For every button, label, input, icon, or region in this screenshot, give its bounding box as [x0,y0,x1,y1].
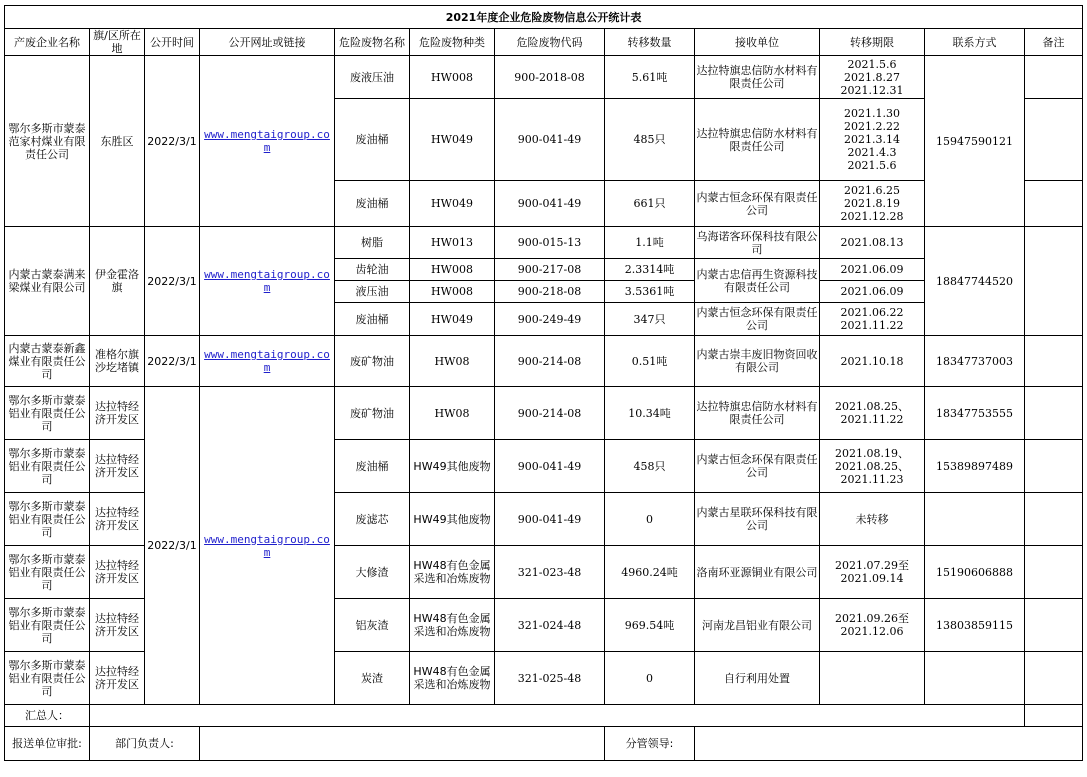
header-url: 公开网址或链接 [200,29,335,56]
waste-name: 树脂 [335,227,410,259]
header-waste-code: 危险废物代码 [495,29,605,56]
receiver: 乌海诺客环保科技有限公司 [695,227,820,259]
contact: 15389897489 [925,440,1025,493]
publish-date: 2022/3/1 [145,387,200,705]
waste-type: HW48有色金属采选和冶炼废物 [410,599,495,652]
remark [1025,652,1083,705]
period-line: 2021.09.14 [840,572,904,585]
contact: 15190606888 [925,546,1025,599]
waste-type: HW008 [410,259,495,281]
company-location: 达拉特经济开发区 [90,599,145,652]
period-line: 2021.11.22 [840,319,904,332]
table-row [5,227,1083,259]
waste-type: HW08 [410,336,495,387]
period-line: 2021.11.22 [840,413,904,426]
publish-date: 2022/3/1 [145,227,200,336]
company-location: 东胜区 [90,56,145,227]
dept-head-value [200,727,605,761]
receiver: 内蒙古忠信再生资源科技有限责任公司 [695,259,820,303]
receiver: 达拉特旗忠信防水材料有限责任公司 [695,56,820,99]
company-name: 鄂尔多斯市蒙泰铝业有限责任公司 [5,546,90,599]
table-row [5,56,1083,99]
period-line: 2021.5.6 [847,57,897,71]
waste-type: HW049 [410,303,495,336]
remark [1025,56,1083,99]
waste-code: 900-2018-08 [495,56,605,99]
waste-code: 900-249-49 [495,303,605,336]
quantity: 0.51吨 [605,336,695,387]
waste-name: 废油桶 [335,303,410,336]
receiver: 内蒙古崇丰废旧物资回收有限公司 [695,336,820,387]
waste-code: 900-015-13 [495,227,605,259]
quantity: 0 [605,493,695,546]
company-name: 内蒙古蒙泰满来梁煤业有限公司 [5,227,90,336]
period-line: 2021.6.25 [844,184,900,197]
waste-name: 废矿物油 [335,387,410,440]
summary-label: 汇总人： [5,705,90,727]
quantity: 347只 [605,303,695,336]
period-line: 2021.12.31 [840,83,904,97]
company-name: 鄂尔多斯市蒙泰铝业有限责任公司 [5,493,90,546]
receiver: 内蒙古恒念环保有限责任公司 [695,303,820,336]
waste-code: 900-214-08 [495,387,605,440]
waste-code: 900-217-08 [495,259,605,281]
receiver: 内蒙古星联环保科技有限公司 [695,493,820,546]
publish-date: 2022/3/1 [145,56,200,227]
waste-name: 废油桶 [335,440,410,493]
period [820,546,925,599]
waste-code: 321-023-48 [495,546,605,599]
remark [1025,227,1083,336]
period-line: 2021.11.23 [840,472,904,486]
waste-code: 900-041-49 [495,440,605,493]
period-line: 2021.08.25、 [835,400,909,413]
quantity: 10.34吨 [605,387,695,440]
company-name: 鄂尔多斯市蒙泰铝业有限责任公司 [5,599,90,652]
quantity: 1.1吨 [605,227,695,259]
contact: 18847744520 [925,227,1025,336]
period-line: 2021.12.28 [840,210,904,223]
waste-name: 铝灰渣 [335,599,410,652]
quantity: 661只 [605,181,695,227]
waste-type: HW49其他废物 [410,493,495,546]
waste-code: 900-041-49 [495,493,605,546]
waste-code: 321-025-48 [495,652,605,705]
header-quantity: 转移数量 [605,29,695,56]
quantity: 0 [605,652,695,705]
waste-name: 废油桶 [335,99,410,181]
period-line: 2021.8.27 [844,70,900,84]
period-line: 2021.4.3 [847,146,897,159]
company-location: 达拉特经济开发区 [90,387,145,440]
header-waste-name: 危险废物名称 [335,29,410,56]
company-url-link[interactable]: www.mengtaigroup.com [200,387,335,705]
waste-code: 321-024-48 [495,599,605,652]
waste-type: HW48有色金属采选和冶炼废物 [410,546,495,599]
company-url-link[interactable]: www.mengtaigroup.com [200,227,335,336]
receiver: 内蒙古恒念环保有限责任公司 [695,181,820,227]
period: 2021.06.09 [820,281,925,303]
quantity: 4960.24吨 [605,546,695,599]
summary-remark [1025,705,1083,727]
period-line: 2021.07.29至 [835,559,909,572]
contact: 15947590121 [925,56,1025,227]
waste-type: HW008 [410,281,495,303]
receiver: 自行利用处置 [695,652,820,705]
remark [1025,493,1083,546]
quantity: 3.5361吨 [605,281,695,303]
waste-type: HW48有色金属采选和冶炼废物 [410,652,495,705]
quantity: 5.61吨 [605,56,695,99]
waste-code: 900-218-08 [495,281,605,303]
period-line: 2021.09.26至 [835,612,909,625]
waste-name: 废滤芯 [335,493,410,546]
company-url-link[interactable]: www.mengtaigroup.com [200,56,335,227]
quantity: 485只 [605,99,695,181]
dept-head-label: 部门负责人: [90,727,200,761]
period: 未转移 [820,493,925,546]
waste-name: 炭渣 [335,652,410,705]
table-title: 2021年度企业危险废物信息公开统计表 [5,6,1083,29]
header-period: 转移期限 [820,29,925,56]
header-remark: 备注 [1025,29,1083,56]
company-url-link[interactable]: www.mengtaigroup.com [200,336,335,387]
waste-name: 废油桶 [335,181,410,227]
period-line: 2021.3.14 [844,133,900,146]
receiver: 河南龙昌铝业有限公司 [695,599,820,652]
summary-row [5,705,1083,727]
waste-type: HW013 [410,227,495,259]
company-location: 伊金霍洛旗 [90,227,145,336]
receiver: 达拉特旗忠信防水材料有限责任公司 [695,99,820,181]
period-line: 2021.08.25、 [835,459,909,473]
company-location: 达拉特经济开发区 [90,652,145,705]
receiver: 达拉特旗忠信防水材料有限责任公司 [695,387,820,440]
period [820,652,925,705]
remark [1025,546,1083,599]
receiver: 内蒙古恒念环保有限责任公司 [695,440,820,493]
period-line: 2021.8.19 [844,197,900,210]
waste-type: HW008 [410,56,495,99]
remark [1025,440,1083,493]
period-line: 2021.12.06 [840,625,904,638]
period [820,181,925,227]
company-location: 达拉特经济开发区 [90,493,145,546]
approval-row [5,727,1083,761]
waste-type: HW049 [410,99,495,181]
receiver: 洛南环亚源铜业有限公司 [695,546,820,599]
period [820,99,925,181]
contact [925,652,1025,705]
company-location: 达拉特经济开发区 [90,546,145,599]
remark [1025,99,1083,181]
header-company: 产废企业名称 [5,29,90,56]
company-name: 鄂尔多斯市蒙泰范家村煤业有限责任公司 [5,56,90,227]
waste-name: 齿轮油 [335,259,410,281]
waste-code: 900-041-49 [495,181,605,227]
waste-name: 液压油 [335,281,410,303]
contact: 18347737003 [925,336,1025,387]
company-name: 鄂尔多斯市蒙泰铝业有限责任公司 [5,440,90,493]
leader-value [695,727,1083,761]
report-approval-label: 报送单位审批: [5,727,90,761]
quantity: 969.54吨 [605,599,695,652]
period: 2021.06.09 [820,259,925,281]
header-contact: 联系方式 [925,29,1025,56]
waste-type: HW49其他废物 [410,440,495,493]
remark [1025,599,1083,652]
contact: 13803859115 [925,599,1025,652]
table-row [5,387,1083,440]
remark [1025,387,1083,440]
period-line: 2021.1.30 [844,107,900,120]
waste-type: HW049 [410,181,495,227]
table-row [5,336,1083,387]
remark [1025,181,1083,227]
header-waste-type: 危险废物种类 [410,29,495,56]
waste-name: 大修渣 [335,546,410,599]
period [820,599,925,652]
period-line: 2021.5.6 [847,159,897,172]
waste-code: 900-214-08 [495,336,605,387]
waste-code: 900-041-49 [495,99,605,181]
company-location: 准格尔旗沙圪堵镇 [90,336,145,387]
contact: 18347753555 [925,387,1025,440]
company-name: 内蒙古蒙泰新鑫煤业有限责任公司 [5,336,90,387]
waste-name: 废矿物油 [335,336,410,387]
period: 2021.08.13 [820,227,925,259]
quantity: 458只 [605,440,695,493]
period-line: 2021.2.22 [844,120,900,133]
waste-type: HW08 [410,387,495,440]
waste-name: 废液压油 [335,56,410,99]
header-receiver: 接收单位 [695,29,820,56]
period-line: 2021.08.19、 [835,446,909,460]
leader-label: 分管领导: [605,727,695,761]
period [820,303,925,336]
summary-value [90,705,1025,727]
waste-info-table [4,5,1083,761]
publish-date: 2022/3/1 [145,336,200,387]
period [820,440,925,493]
header-date: 公开时间 [145,29,200,56]
remark [1025,336,1083,387]
period [820,56,925,99]
period-line: 2021.06.22 [840,306,904,319]
period: 2021.10.18 [820,336,925,387]
company-name: 鄂尔多斯市蒙泰铝业有限责任公司 [5,387,90,440]
company-name: 鄂尔多斯市蒙泰铝业有限责任公司 [5,652,90,705]
header-row [5,29,1083,56]
header-location: 旗/区所在地 [90,29,145,56]
contact [925,493,1025,546]
quantity: 2.3314吨 [605,259,695,281]
period [820,387,925,440]
company-location: 达拉特经济开发区 [90,440,145,493]
